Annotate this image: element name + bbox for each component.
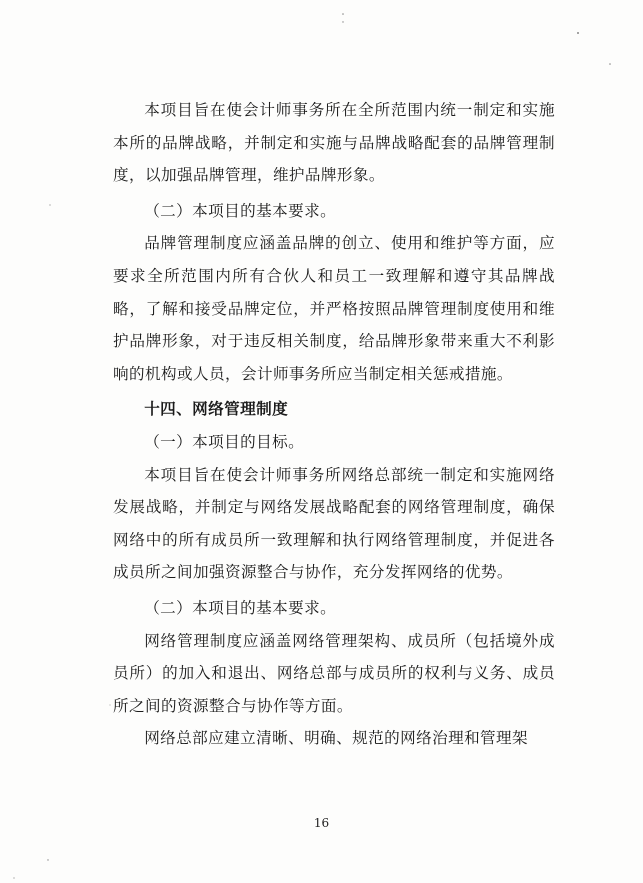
subheading-network-requirements: （二）本项目的基本要求。 <box>144 598 337 617</box>
subheading-brand-requirements: （二）本项目的基本要求。 <box>144 201 337 220</box>
page-number: 16 <box>313 816 330 830</box>
paragraph-network-requirements: 网络管理制度应涵盖网络管理架构、成员所（包括境外成员所）的加入和退出、网络总部与成员所的权利与义务、成员所之间的资源整合与协作等方面。 <box>113 631 555 715</box>
paragraph-network-governance: 网络总部应建立清晰、明确、规范的网络治理和管理架 <box>144 729 529 748</box>
section-heading-network: 十四、网络管理制度 <box>144 399 289 419</box>
paragraph-brand-requirements: 品牌管理制度应涵盖品牌的创立、使用和维护等方面，应要求全所范围内所有合伙人和员工一致理解和遵守其品牌战略，了解和接受品牌定位，并严格按照品牌管理制度使用和维护品牌形象，对于违反相关制度，给品牌形象带来重大不利影响的机构或人员，会计师事务所应当制定相关惩戒措施。 <box>113 234 555 383</box>
paragraph-network-goal: 本项目旨在使会计师事务所网络总部统一制定和实施网络发展战略，并制定与网络发展战略配套的网络管理制度，确保网络中的所有成员所一致理解和执行网络管理制度，并促进各成员所之间加强资源整合与协作，充分发挥网络的优势。 <box>113 465 555 582</box>
document-body <box>113 94 555 755</box>
subheading-network-goal: （一）本项目的目标。 <box>144 432 305 451</box>
paragraph-brand-goal: 本项目旨在使会计师事务所在全所范围内统一制定和实施本所的品牌战略，并制定和实施与品牌战略配套的品牌管理制度，以加强品牌管理，维护品牌形象。 <box>113 101 555 185</box>
